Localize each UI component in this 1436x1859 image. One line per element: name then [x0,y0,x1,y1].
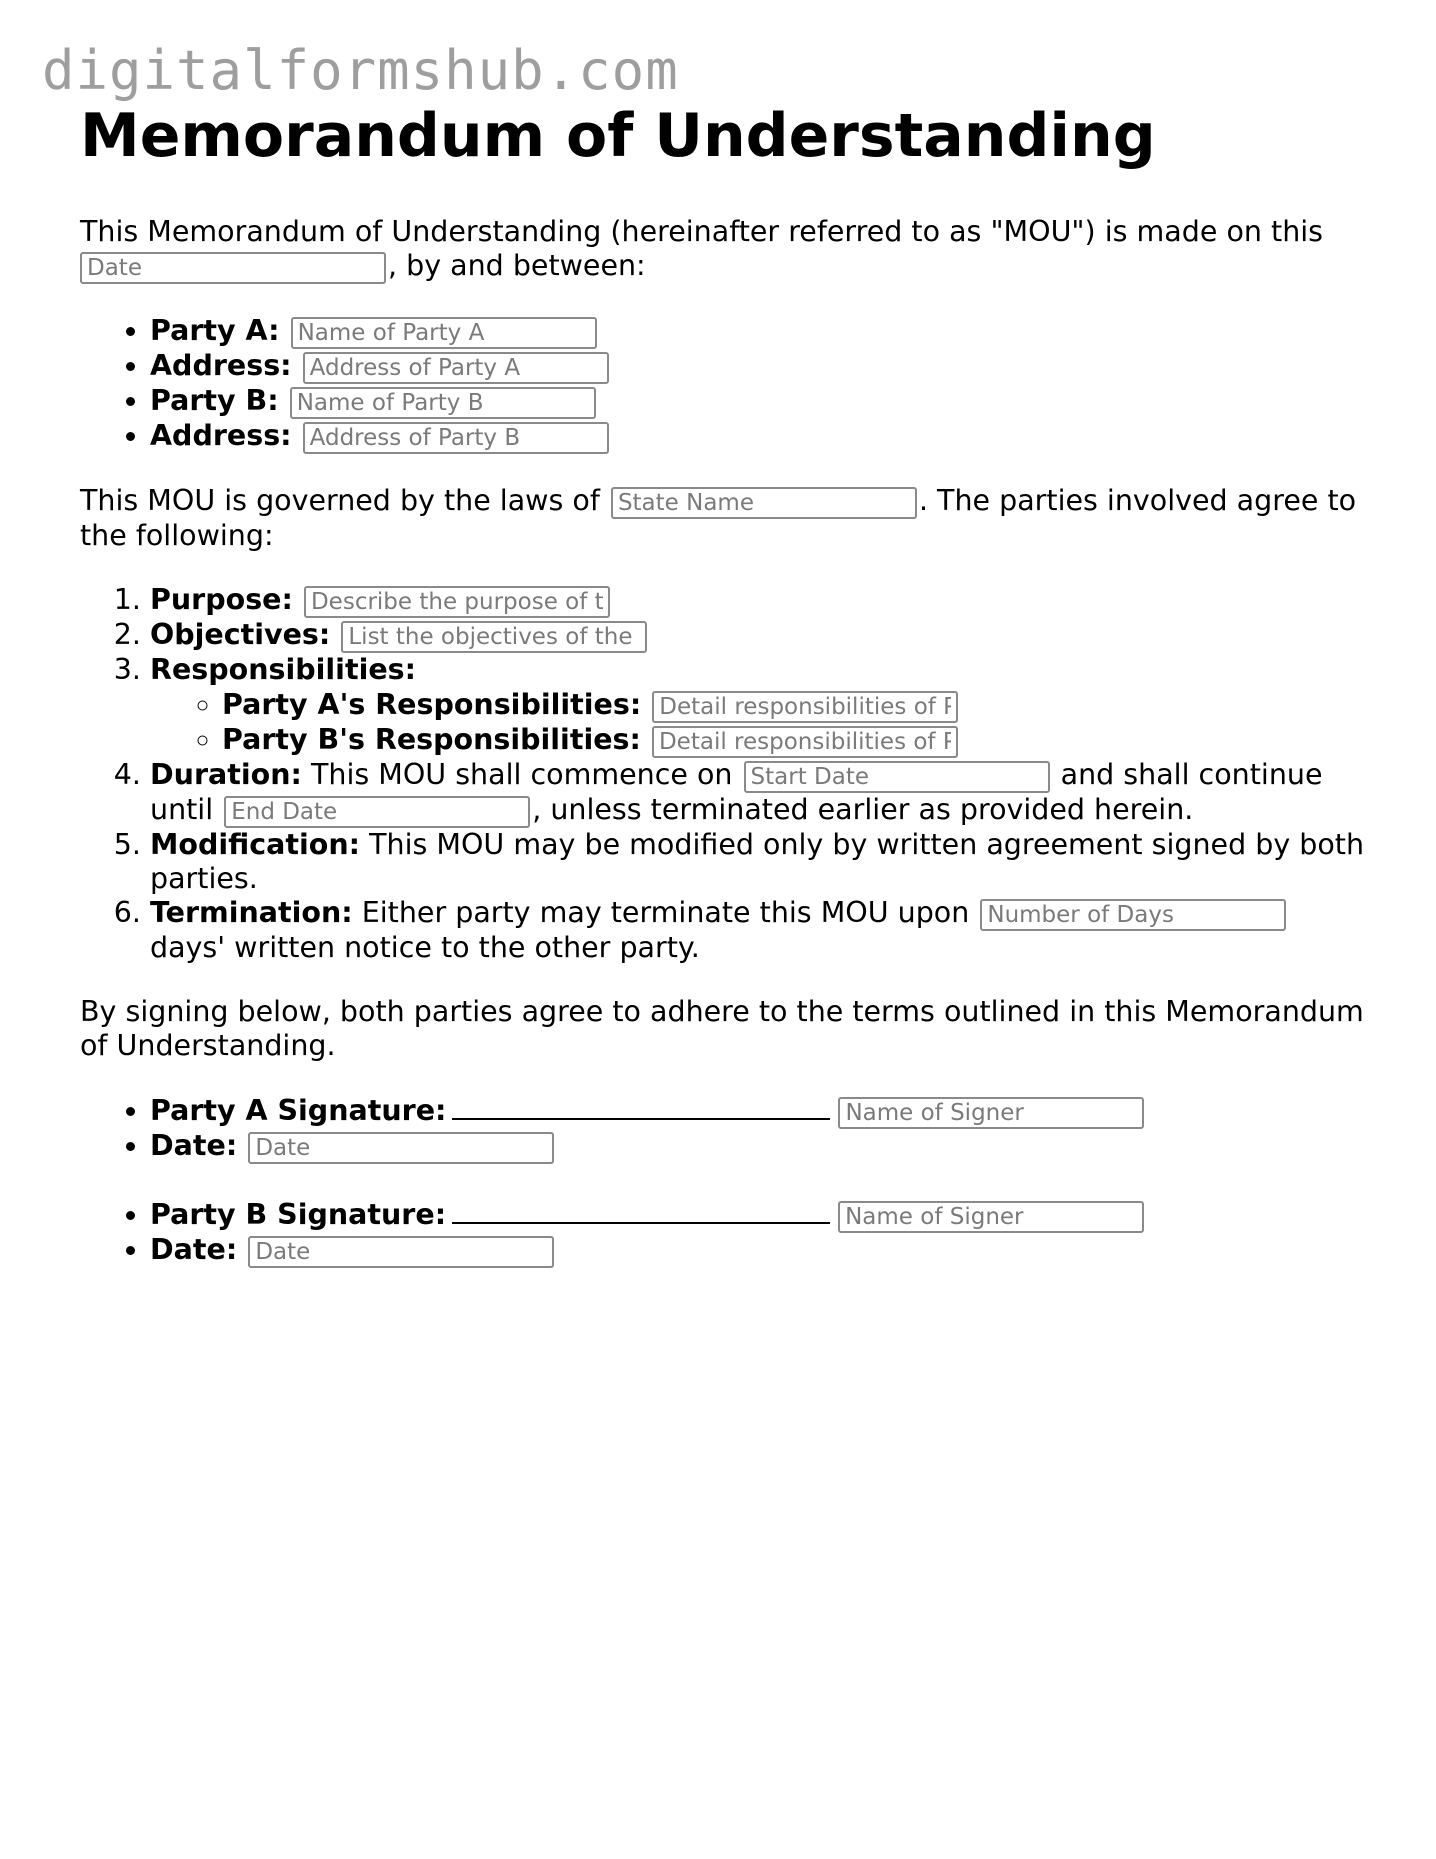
party-b-signature-block [80,1198,1370,1268]
party-b-date-label: Date: [150,1232,238,1266]
purpose-input[interactable] [304,586,610,618]
modification-text: This MOU may be modified only by written agreement signed by both parties. [150,827,1365,895]
list-item [150,618,1370,653]
governing-text: This MOU is governed by the laws of [80,484,600,518]
list-item [222,688,1370,723]
termination-label: Termination: [150,895,353,929]
party-a-name-input[interactable] [291,317,597,349]
closing-paragraph: By signing below, both parties agree to adhere to the terms outlined in this Memorandum of Understanding. [80,995,1364,1063]
list-item [150,896,1370,965]
party-a-address-label: Address: [150,349,292,383]
party-b-address-input[interactable] [303,422,609,454]
party-a-signature-line[interactable] [452,1094,830,1120]
parties-list [80,314,1370,454]
purpose-label: Purpose: [150,583,293,617]
list-item [150,1233,1370,1268]
list-item [150,653,1370,757]
party-b-label: Party B: [150,384,279,418]
duration-text-1: This MOU shall commence on [310,757,733,791]
party-a-signature-label: Party A Signature: [150,1093,447,1127]
list-item [150,758,1370,828]
list-item [150,828,1370,896]
termination-text-2: days' written notice to the other party. [150,930,700,964]
list-item [150,314,1370,349]
list-item [150,1198,1370,1233]
list-item [150,1094,1370,1129]
party-b-address-label: Address: [150,419,292,453]
list-item [150,419,1370,454]
intro-text: This Memorandum of Understanding (hereinafter referred to as "MOU") is made on this [80,215,1324,248]
governing-text-after: . The parties involved agree to the following: [80,484,1357,553]
document-title: Memorandum of Understanding [80,101,1156,171]
list-item [150,349,1370,384]
party-b-signer-name-input[interactable] [838,1201,1144,1233]
modification-label: Modification: [150,827,361,861]
party-b-signature-line[interactable] [452,1198,830,1224]
party-b-responsibilities-label: Party B's Responsibilities: [222,722,641,756]
intro-text-after: , by and between: [388,249,646,283]
objectives-input[interactable] [341,621,647,653]
duration-label: Duration: [150,757,302,791]
watermark: digitalformshub.com [42,39,679,102]
document [80,100,1370,1302]
intro-paragraph [80,215,1370,284]
party-a-date-label: Date: [150,1128,238,1162]
termination-text-1: Either party may terminate this MOU upon [361,895,970,929]
party-b-name-input[interactable] [290,387,596,419]
list-item [150,384,1370,419]
number-of-days-input[interactable] [980,899,1286,931]
end-date-input[interactable] [224,796,530,828]
list-item [222,723,1370,758]
party-b-responsibilities-input[interactable] [652,726,958,758]
list-item [150,583,1370,618]
responsibilities-list [150,688,1370,758]
terms-list [80,583,1370,965]
party-a-signer-name-input[interactable] [838,1097,1144,1129]
duration-text-2: and shall continue until [150,757,1323,826]
objectives-label: Objectives: [150,618,331,652]
party-a-responsibilities-input[interactable] [652,691,958,723]
party-a-label: Party A: [150,314,280,348]
mou-date-input[interactable] [80,252,386,284]
duration-text-3: , unless terminated earlier as provided herein. [532,792,1194,826]
party-a-date-input[interactable] [248,1132,554,1164]
state-name-input[interactable] [611,487,917,519]
governing-paragraph [80,484,1370,553]
start-date-input[interactable] [744,761,1050,793]
list-item [150,1129,1370,1164]
party-a-address-input[interactable] [303,352,609,384]
party-a-signature-block [80,1094,1370,1164]
responsibilities-label: Responsibilities: [150,653,417,687]
party-b-signature-label: Party B Signature: [150,1197,447,1231]
party-b-date-input[interactable] [248,1236,554,1268]
party-a-responsibilities-label: Party A's Responsibilities: [222,687,642,721]
